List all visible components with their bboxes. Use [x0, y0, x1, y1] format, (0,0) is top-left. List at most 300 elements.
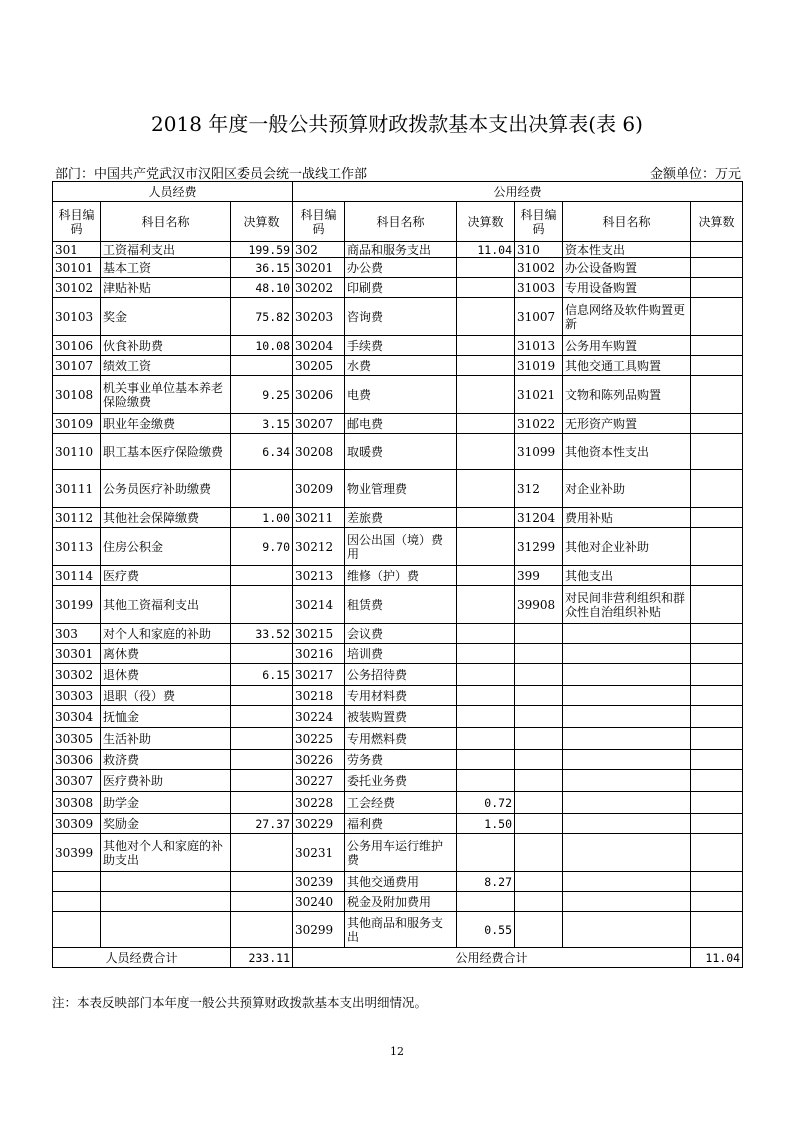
public-amount-cell: [457, 728, 515, 750]
table-row: [53, 750, 743, 770]
capital-amount-cell: [691, 644, 743, 664]
capital-name-cell: 无形资产购置: [563, 414, 691, 434]
public-code-cell: 30204: [293, 336, 345, 356]
capital-code-cell: [515, 664, 563, 686]
capital-name-cell: 专用设备购置: [563, 278, 691, 298]
table-row: [53, 834, 743, 872]
public-amount-cell: [457, 566, 515, 586]
personnel-amount-cell: 48.10: [231, 278, 293, 298]
personnel-name-cell: 医疗费: [101, 566, 231, 586]
public-code-cell: 30228: [293, 792, 345, 814]
capital-name-cell: 费用补贴: [563, 508, 691, 528]
public-code-cell: 30203: [293, 298, 345, 336]
public-name-cell: 被装购置费: [345, 706, 457, 728]
public-total-value: 11.04: [691, 948, 743, 968]
public-name-cell: 差旅费: [345, 508, 457, 528]
public-name-cell: 委托业务费: [345, 770, 457, 792]
capital-name-cell: 资本性支出: [563, 242, 691, 258]
table-row: [53, 566, 743, 586]
public-amount-cell: [457, 508, 515, 528]
department-label: 部门：中国共产党武汉市汉阳区委员会统一战线工作部: [55, 167, 368, 182]
capital-name-cell: [563, 750, 691, 770]
personnel-amount-cell: [231, 912, 293, 948]
personnel-code-cell: 30303: [53, 686, 101, 706]
capital-amount-cell: [691, 356, 743, 376]
personnel-amount-cell: 9.25: [231, 376, 293, 414]
capital-amount-cell: [691, 434, 743, 470]
col-header-code: 科目编码: [53, 202, 101, 242]
personnel-amount-cell: [231, 892, 293, 912]
personnel-name-cell: 职业年金缴费: [101, 414, 231, 434]
public-amount-cell: 1.50: [457, 814, 515, 834]
table-row: [53, 792, 743, 814]
personnel-amount-cell: [231, 872, 293, 892]
public-amount-cell: [457, 586, 515, 624]
capital-code-cell: 31099: [515, 434, 563, 470]
personnel-amount-cell: 6.34: [231, 434, 293, 470]
capital-amount-cell: [691, 336, 743, 356]
capital-code-cell: 31007: [515, 298, 563, 336]
table-row: [53, 912, 743, 948]
capital-code-cell: 312: [515, 470, 563, 508]
table-row: [53, 278, 743, 298]
public-name-cell: 其他商品和服务支出: [345, 912, 457, 948]
table-row: [53, 706, 743, 728]
public-name-cell: 专用材料费: [345, 686, 457, 706]
public-name-cell: 会议费: [345, 624, 457, 644]
public-amount-cell: [457, 278, 515, 298]
personnel-amount-cell: [231, 728, 293, 750]
public-name-cell: 取暖费: [345, 434, 457, 470]
capital-amount-cell: [691, 664, 743, 686]
col-header-name: 科目名称: [101, 202, 231, 242]
public-code-cell: 30205: [293, 356, 345, 376]
capital-name-cell: [563, 792, 691, 814]
capital-code-cell: 39908: [515, 586, 563, 624]
personnel-amount-cell: 9.70: [231, 528, 293, 566]
public-amount-cell: [457, 470, 515, 508]
expenditure-table: [52, 181, 743, 968]
capital-amount-cell: [691, 814, 743, 834]
personnel-name-cell: 救济费: [101, 750, 231, 770]
public-name-cell: 劳务费: [345, 750, 457, 770]
capital-code-cell: 310: [515, 242, 563, 258]
capital-name-cell: [563, 872, 691, 892]
personnel-amount-cell: [231, 706, 293, 728]
table-row: [53, 644, 743, 664]
table-row: [53, 664, 743, 686]
capital-name-cell: [563, 770, 691, 792]
table-row: [53, 298, 743, 336]
public-amount-cell: [457, 336, 515, 356]
capital-name-cell: 文物和陈列品购置: [563, 376, 691, 414]
table-row: [53, 528, 743, 566]
capital-code-cell: [515, 834, 563, 872]
public-amount-cell: [457, 258, 515, 278]
capital-amount-cell: [691, 770, 743, 792]
personnel-code-cell: 30301: [53, 644, 101, 664]
capital-amount-cell: [691, 586, 743, 624]
unit-label: 金额单位：万元: [649, 167, 741, 182]
personnel-code-cell: 301: [53, 242, 101, 258]
table-meta: [55, 163, 741, 181]
capital-name-cell: [563, 686, 691, 706]
personnel-name-cell: 离休费: [101, 644, 231, 664]
personnel-code-cell: 30114: [53, 566, 101, 586]
capital-amount-cell: [691, 892, 743, 912]
public-code-cell: 30211: [293, 508, 345, 528]
capital-amount-cell: [691, 912, 743, 948]
public-amount-cell: [457, 528, 515, 566]
public-amount-cell: [457, 770, 515, 792]
public-amount-cell: 8.27: [457, 872, 515, 892]
capital-name-cell: 信息网络及软件购置更新: [563, 298, 691, 336]
public-code-cell: 30240: [293, 892, 345, 912]
capital-name-cell: 其他对企业补助: [563, 528, 691, 566]
table-row: [53, 434, 743, 470]
personnel-code-cell: 30308: [53, 792, 101, 814]
capital-amount-cell: [691, 414, 743, 434]
capital-code-cell: [515, 686, 563, 706]
capital-name-cell: 对企业补助: [563, 470, 691, 508]
personnel-code-cell: 30199: [53, 586, 101, 624]
capital-name-cell: 对民间非营利组织和群众性自治组织补贴: [563, 586, 691, 624]
capital-name-cell: [563, 912, 691, 948]
public-name-cell: 邮电费: [345, 414, 457, 434]
personnel-name-cell: 伙食补助费: [101, 336, 231, 356]
capital-code-cell: 31019: [515, 356, 563, 376]
public-code-cell: 30227: [293, 770, 345, 792]
capital-amount-cell: [691, 298, 743, 336]
col-header-name: 科目名称: [345, 202, 457, 242]
public-code-cell: 30212: [293, 528, 345, 566]
personnel-amount-cell: [231, 566, 293, 586]
public-name-cell: 培训费: [345, 644, 457, 664]
personnel-name-cell: [101, 872, 231, 892]
personnel-amount-cell: [231, 750, 293, 770]
capital-code-cell: 399: [515, 566, 563, 586]
capital-code-cell: 31022: [515, 414, 563, 434]
personnel-code-cell: 30112: [53, 508, 101, 528]
public-code-cell: 30214: [293, 586, 345, 624]
personnel-name-cell: 津贴补贴: [101, 278, 231, 298]
personnel-code-cell: 30106: [53, 336, 101, 356]
capital-name-cell: 公务用车购置: [563, 336, 691, 356]
personnel-group-header: 人员经费: [53, 182, 293, 202]
personnel-amount-cell: [231, 644, 293, 664]
public-amount-cell: 11.04: [457, 242, 515, 258]
col-header-amount: 决算数: [231, 202, 293, 242]
capital-amount-cell: [691, 872, 743, 892]
capital-name-cell: 其他支出: [563, 566, 691, 586]
personnel-amount-cell: 33.52: [231, 624, 293, 644]
personnel-code-cell: 30399: [53, 834, 101, 872]
capital-amount-cell: [691, 792, 743, 814]
capital-code-cell: [515, 624, 563, 644]
capital-code-cell: 31002: [515, 258, 563, 278]
personnel-code-cell: [53, 892, 101, 912]
public-amount-cell: [457, 414, 515, 434]
capital-name-cell: 其他交通工具购置: [563, 356, 691, 376]
public-name-cell: 因公出国（境）费用: [345, 528, 457, 566]
capital-name-cell: [563, 706, 691, 728]
personnel-name-cell: 奖励金: [101, 814, 231, 834]
public-name-cell: 水费: [345, 356, 457, 376]
public-code-cell: 30216: [293, 644, 345, 664]
public-name-cell: 手续费: [345, 336, 457, 356]
personnel-code-cell: 30108: [53, 376, 101, 414]
personnel-code-cell: 30103: [53, 298, 101, 336]
personnel-amount-cell: 1.00: [231, 508, 293, 528]
public-name-cell: 公务用车运行维护费: [345, 834, 457, 872]
personnel-code-cell: 30309: [53, 814, 101, 834]
capital-code-cell: [515, 792, 563, 814]
public-code-cell: 302: [293, 242, 345, 258]
public-amount-cell: [457, 892, 515, 912]
personnel-amount-cell: 3.15: [231, 414, 293, 434]
personnel-code-cell: 30110: [53, 434, 101, 470]
personnel-name-cell: 绩效工资: [101, 356, 231, 376]
capital-code-cell: [515, 892, 563, 912]
public-amount-cell: [457, 434, 515, 470]
capital-name-cell: [563, 624, 691, 644]
capital-code-cell: [515, 872, 563, 892]
public-name-cell: 物业管理费: [345, 470, 457, 508]
personnel-name-cell: 基本工资: [101, 258, 231, 278]
public-code-cell: 30299: [293, 912, 345, 948]
personnel-code-cell: 30102: [53, 278, 101, 298]
capital-name-cell: 其他资本性支出: [563, 434, 691, 470]
table-row: [53, 624, 743, 644]
capital-code-cell: 31013: [515, 336, 563, 356]
public-amount-cell: [457, 376, 515, 414]
personnel-amount-cell: [231, 792, 293, 814]
personnel-amount-cell: [231, 834, 293, 872]
personnel-amount-cell: 10.08: [231, 336, 293, 356]
personnel-name-cell: 公务员医疗补助缴费: [101, 470, 231, 508]
table-row: [53, 376, 743, 414]
table-row: [53, 728, 743, 750]
public-code-cell: 30225: [293, 728, 345, 750]
personnel-code-cell: 30302: [53, 664, 101, 686]
capital-code-cell: 31003: [515, 278, 563, 298]
public-code-cell: 30213: [293, 566, 345, 586]
personnel-name-cell: 机关事业单位基本养老保险缴费: [101, 376, 231, 414]
capital-amount-cell: [691, 566, 743, 586]
public-code-cell: 30206: [293, 376, 345, 414]
public-code-cell: 30231: [293, 834, 345, 872]
capital-name-cell: [563, 728, 691, 750]
capital-name-cell: [563, 644, 691, 664]
public-amount-cell: [457, 834, 515, 872]
capital-code-cell: [515, 644, 563, 664]
personnel-amount-cell: [231, 470, 293, 508]
personnel-code-cell: 30113: [53, 528, 101, 566]
public-amount-cell: 0.72: [457, 792, 515, 814]
public-name-cell: 维修（护）费: [345, 566, 457, 586]
public-code-cell: 30218: [293, 686, 345, 706]
public-name-cell: 电费: [345, 376, 457, 414]
public-amount-cell: [457, 624, 515, 644]
col-header-amount: 决算数: [457, 202, 515, 242]
personnel-name-cell: 其他对个人和家庭的补助支出: [101, 834, 231, 872]
table-row: [53, 586, 743, 624]
capital-amount-cell: [691, 706, 743, 728]
personnel-name-cell: 其他工资福利支出: [101, 586, 231, 624]
public-name-cell: 工会经费: [345, 792, 457, 814]
public-code-cell: 30207: [293, 414, 345, 434]
personnel-total-value: 233.11: [231, 948, 293, 968]
personnel-name-cell: 住房公积金: [101, 528, 231, 566]
col-header-name: 科目名称: [563, 202, 691, 242]
public-name-cell: 公务招待费: [345, 664, 457, 686]
public-name-cell: 其他交通费用: [345, 872, 457, 892]
personnel-amount-cell: [231, 686, 293, 706]
personnel-amount-cell: 27.37: [231, 814, 293, 834]
public-amount-cell: 0.55: [457, 912, 515, 948]
personnel-name-cell: 职工基本医疗保险缴费: [101, 434, 231, 470]
personnel-amount-cell: [231, 770, 293, 792]
capital-amount-cell: [691, 728, 743, 750]
public-total-label: 公用经费合计: [293, 948, 691, 968]
public-code-cell: 30217: [293, 664, 345, 686]
public-name-cell: 咨询费: [345, 298, 457, 336]
table-row: [53, 258, 743, 278]
capital-amount-cell: [691, 242, 743, 258]
capital-name-cell: [563, 892, 691, 912]
public-code-cell: 30209: [293, 470, 345, 508]
public-name-cell: 专用燃料费: [345, 728, 457, 750]
capital-code-cell: [515, 912, 563, 948]
public-code-cell: 30229: [293, 814, 345, 834]
public-amount-cell: [457, 750, 515, 770]
personnel-code-cell: 30101: [53, 258, 101, 278]
capital-amount-cell: [691, 750, 743, 770]
public-code-cell: 30226: [293, 750, 345, 770]
table-row: [53, 414, 743, 434]
personnel-amount-cell: [231, 356, 293, 376]
personnel-code-cell: 30307: [53, 770, 101, 792]
public-code-cell: 30215: [293, 624, 345, 644]
capital-code-cell: 31204: [515, 508, 563, 528]
public-amount-cell: [457, 686, 515, 706]
col-header-code: 科目编码: [293, 202, 345, 242]
public-amount-cell: [457, 356, 515, 376]
public-code-cell: 30201: [293, 258, 345, 278]
personnel-name-cell: [101, 892, 231, 912]
personnel-code-cell: 303: [53, 624, 101, 644]
capital-amount-cell: [691, 508, 743, 528]
public-code-cell: 30208: [293, 434, 345, 470]
capital-amount-cell: [691, 624, 743, 644]
table-row: [53, 872, 743, 892]
capital-amount-cell: [691, 258, 743, 278]
table-row: [53, 356, 743, 376]
personnel-name-cell: 退职（役）费: [101, 686, 231, 706]
capital-amount-cell: [691, 834, 743, 872]
public-amount-cell: [457, 298, 515, 336]
capital-amount-cell: [691, 376, 743, 414]
capital-amount-cell: [691, 528, 743, 566]
personnel-code-cell: 30107: [53, 356, 101, 376]
capital-code-cell: [515, 750, 563, 770]
capital-code-cell: [515, 728, 563, 750]
public-group-header: 公用经费: [293, 182, 743, 202]
capital-amount-cell: [691, 278, 743, 298]
personnel-name-cell: 医疗费补助: [101, 770, 231, 792]
col-header-code: 科目编码: [515, 202, 563, 242]
public-name-cell: 印刷费: [345, 278, 457, 298]
table-row: [53, 814, 743, 834]
public-code-cell: 30224: [293, 706, 345, 728]
page-number: 12: [390, 1045, 404, 1058]
personnel-name-cell: 抚恤金: [101, 706, 231, 728]
table-row: [53, 686, 743, 706]
personnel-code-cell: 30306: [53, 750, 101, 770]
table-row: [53, 336, 743, 356]
capital-code-cell: [515, 814, 563, 834]
col-header-amount: 决算数: [691, 202, 743, 242]
personnel-amount-cell: [231, 586, 293, 624]
capital-code-cell: 31021: [515, 376, 563, 414]
public-amount-cell: [457, 644, 515, 664]
public-name-cell: 租赁费: [345, 586, 457, 624]
table-row: [53, 508, 743, 528]
public-name-cell: 税金及附加费用: [345, 892, 457, 912]
capital-amount-cell: [691, 470, 743, 508]
personnel-amount-cell: 199.59: [231, 242, 293, 258]
personnel-name-cell: 对个人和家庭的补助: [101, 624, 231, 644]
footnote: 注：本表反映部门本年度一般公共预算财政拨款基本支出明细情况。: [52, 995, 428, 1010]
personnel-amount-cell: 75.82: [231, 298, 293, 336]
public-code-cell: 30202: [293, 278, 345, 298]
page-title: 2018 年度一般公共预算财政拨款基本支出决算表(表 6): [151, 112, 643, 136]
personnel-code-cell: [53, 872, 101, 892]
personnel-name-cell: 其他社会保障缴费: [101, 508, 231, 528]
capital-name-cell: [563, 834, 691, 872]
public-code-cell: 30239: [293, 872, 345, 892]
capital-name-cell: 办公设备购置: [563, 258, 691, 278]
capital-name-cell: [563, 664, 691, 686]
table-row: [53, 892, 743, 912]
public-amount-cell: [457, 664, 515, 686]
table-row: [53, 242, 743, 258]
public-name-cell: 办公费: [345, 258, 457, 278]
personnel-name-cell: 生活补助: [101, 728, 231, 750]
capital-code-cell: 31299: [515, 528, 563, 566]
capital-name-cell: [563, 814, 691, 834]
personnel-name-cell: [101, 912, 231, 948]
public-name-cell: 福利费: [345, 814, 457, 834]
personnel-name-cell: 奖金: [101, 298, 231, 336]
personnel-amount-cell: 6.15: [231, 664, 293, 686]
capital-code-cell: [515, 770, 563, 792]
public-amount-cell: [457, 706, 515, 728]
personnel-code-cell: 30305: [53, 728, 101, 750]
personnel-amount-cell: 36.15: [231, 258, 293, 278]
personnel-name-cell: 退休费: [101, 664, 231, 686]
personnel-code-cell: 30109: [53, 414, 101, 434]
table-row: [53, 470, 743, 508]
personnel-code-cell: 30111: [53, 470, 101, 508]
capital-amount-cell: [691, 686, 743, 706]
public-name-cell: 商品和服务支出: [345, 242, 457, 258]
personnel-name-cell: 工资福利支出: [101, 242, 231, 258]
table-row: [53, 770, 743, 792]
personnel-code-cell: [53, 912, 101, 948]
capital-code-cell: [515, 706, 563, 728]
personnel-code-cell: 30304: [53, 706, 101, 728]
